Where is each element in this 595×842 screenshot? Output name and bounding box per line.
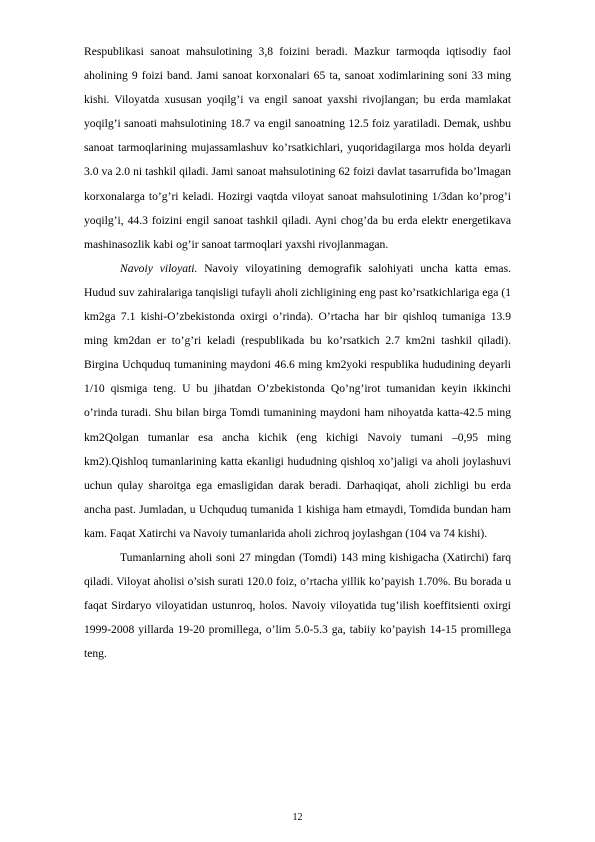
- paragraph-industry: [84, 40, 511, 257]
- page-number: 12: [292, 812, 303, 823]
- paragraph-industry-text: Respublikasi sanoat mahsulotining 3,8 foizini beradi. Mazkur tarmoqda iqtisodiy faol aholining 9 foizi band. Jami sanoat korxonalari 65 ta, sanoat xodimlarining soni 33 ming kishi. Viloyatda xususan yoqilg’i va engil sanoat yaxshi rivojlangan; bu erda mamlakat yoqilg’i sanoati mahsulotining 18.7 va engil sanoatning 12.5 foiz yaratiladi. Demak, ushbu sanoat tarmoqlarining mujassamlashuv ko’rsatkichlari, yuqoridagilarga mos holda deyarli 3.0 va 2.0 ni tashkil qiladi. Jami sanoat mahsulotining 62 foizi davlat tasarrufida bo’lmagan korxonalarga to’g’ri keladi. Hozirgi vaqtda viloyat sanoat mahsulotining 1/3dan ko’prog’i yoqilg’i, 44.3 foizini engil sanoat tashkil qiladi. Ayni chog’da bu erda elektr energetikava mashinasozlik kabi og’ir sanoat tarmoqlari yaxshi rivojlanmagan.: [84, 45, 511, 251]
- paragraph-navoiy-demography-text: Navoiy viloyatining demografik salohiyati uncha katta emas. Hudud suv zahiralariga tanqisligi tufayli aholi zichligining eng past ko’rsatkichlariga ega (1 km2ga 7.1 kishi-O’zbekistonda oxirgi o’rinda). O’rtacha har bir qishloq tumaniga 13.9 ming km2dan er to’g’ri keladi (respublikada bu ko’rsatkich 2.7 km2ni tashkil qiladi). Birgina Uchquduq tumanining maydoni 46.6 ming km2yoki respublika hududining deyarli 1/10 qismiga teng. U bu jihatdan O’zbekistonda Qo’ng’irot tumanidan keyin ikkinchi o’rinda turadi. Shu bilan birga Tomdi tumanining maydoni ham nihoyatda katta-42.5 ming km2Qolgan tumanlar esa ancha kichik (eng kichigi Navoiy tumani –0,95 ming km2).Qishloq tumanlarining katta ekanligi hududning qishloq xo’jaligi va aholi joylashuvi uchun qulay sharoitga ega emasligidan darak beradi. Darhaqiqat, aholi zichligi bu erda ancha past. Jumladan, u Uchquduq tumanida 1 kishiga ham etmaydi, Tomdida bundan ham kam. Faqat Xatirchi va Navoiy tumanlarida aholi zichroq joylashgan (104 va 74 kishi).: [84, 261, 511, 540]
- paragraph-population-growth: [84, 546, 511, 666]
- paragraph-population-growth-text: Tumanlarning aholi soni 27 mingdan (Tomdi) 143 ming kishigacha (Xatirchi) farq qiladi. Viloyat aholisi o’sish surati 120.0 foiz, o’rtacha yillik ko’payish 1.70%. Bu borada u faqat Sirdaryo viloyatidan ustunroq, holos. Navoiy viloyatida tug’ilish koeffitsienti oxirgi 1999-2008 yillarda 19-20 promillega, o’lim 5.0-5.3 ga, tabiiy ko’payish 14-15 promillega teng.: [84, 550, 511, 661]
- document-page: [84, 40, 511, 666]
- section-lead-navoiy: Navoiy viloyati.: [120, 261, 198, 275]
- paragraph-navoiy-demography: [84, 257, 511, 546]
